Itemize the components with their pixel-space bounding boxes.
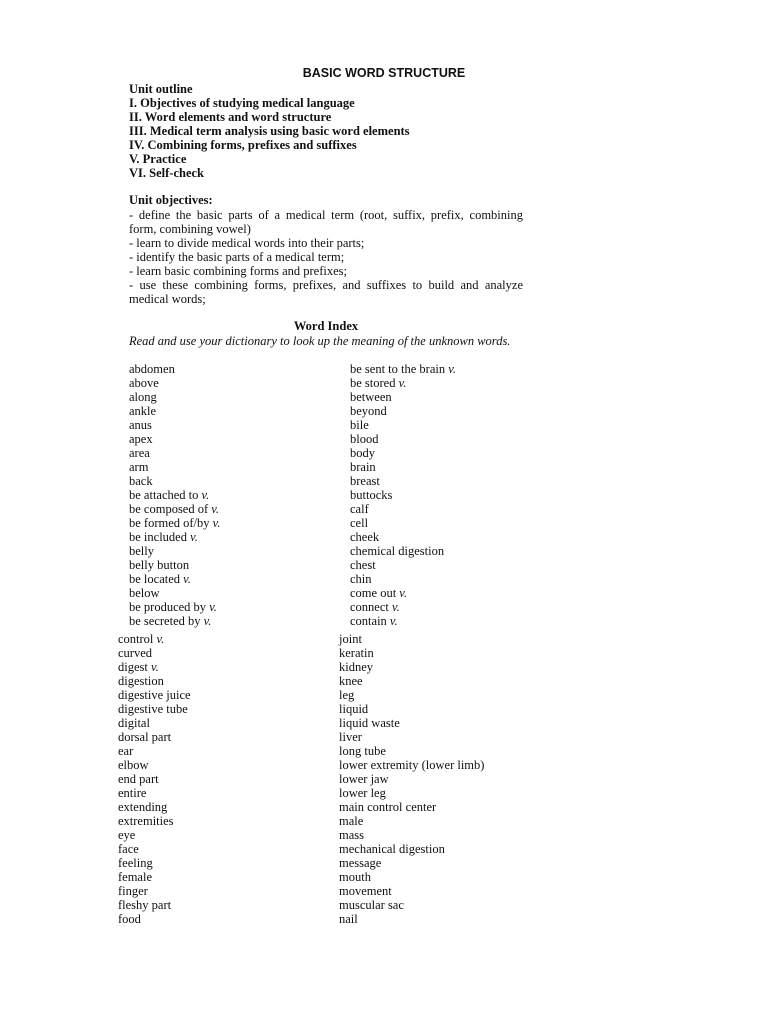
word-text: arm [129,460,149,474]
word-entry [129,404,220,418]
word-entry [339,898,484,912]
word-entry [339,842,484,856]
word-text: chin [350,572,372,586]
word-entry [118,786,191,800]
word-entry [350,530,456,544]
word-entry [350,446,456,460]
word-entry [350,390,456,404]
word-text: liquid waste [339,716,400,730]
part-of-speech-tag: v. [448,362,456,376]
word-text: come out [350,586,397,600]
word-entry [118,744,191,758]
word-entry [339,688,484,702]
word-text: kidney [339,660,374,674]
word-entry [118,688,191,702]
word-text: be secreted by [129,614,201,628]
word-text: be located [129,572,181,586]
word-text: ankle [129,404,157,418]
word-text: feeling [118,856,153,870]
word-column-4 [339,632,484,926]
unit-outline [129,82,410,180]
word-entry [118,674,191,688]
word-text: be produced by [129,600,207,614]
word-entry [129,418,220,432]
word-text: anus [129,418,152,432]
word-text: digest [118,660,148,674]
word-entry [339,660,484,674]
word-entry [129,544,220,558]
word-entry [339,772,484,786]
outline-heading: Unit outline [129,82,193,96]
word-text: apex [129,432,153,446]
word-text: curved [118,646,153,660]
word-entry [350,376,456,390]
outline-item: II. Word elements and word structure [129,110,332,124]
word-text: liquid [339,702,369,716]
word-text: face [118,842,139,856]
word-text: digestive juice [118,688,191,702]
objective-line: - define the basic parts of a medical term (root, suffix, prefix, combining [129,208,523,222]
word-text: extending [118,800,168,814]
word-text: knee [339,674,363,688]
word-index-title: Word Index [293,319,359,333]
word-entry [339,856,484,870]
word-text: cell [350,516,369,530]
word-entry [118,730,191,744]
word-index-instruction: Read and use your dictionary to look up the meaning of the unknown words. [129,334,511,348]
word-text: breast [350,474,380,488]
word-entry [350,586,456,600]
word-entry [350,460,456,474]
word-entry [118,758,191,772]
word-entry [339,884,484,898]
part-of-speech-tag: v. [183,572,191,586]
word-entry [339,702,484,716]
word-text: buttocks [350,488,393,502]
word-text: mouth [339,870,371,884]
word-text: chemical digestion [350,544,445,558]
objectives-list [129,208,523,306]
word-entry [118,814,191,828]
word-entry [339,632,484,646]
word-text: belly button [129,558,190,572]
word-text: elbow [118,758,149,772]
word-entry [339,730,484,744]
word-entry [118,912,191,926]
word-entry [129,614,220,628]
word-entry [118,772,191,786]
word-entry [350,362,456,376]
word-text: fleshy part [118,898,172,912]
word-entry [118,800,191,814]
word-text: brain [350,460,376,474]
word-text: main control center [339,800,437,814]
word-entry [129,376,220,390]
word-text: below [129,586,160,600]
word-entry [129,488,220,502]
word-entry [350,572,456,586]
word-entry [118,646,191,660]
part-of-speech-tag: v. [209,600,217,614]
word-entry [118,660,191,674]
word-text: liver [339,730,362,744]
word-entry [339,758,484,772]
word-entry [350,474,456,488]
word-entry [129,502,220,516]
word-text: ear [118,744,134,758]
word-text: end part [118,772,159,786]
word-entry [129,446,220,460]
word-text: finger [118,884,148,898]
word-text: calf [350,502,369,516]
word-text: be formed of/by [129,516,210,530]
word-text: connect [350,600,389,614]
word-text: entire [118,786,147,800]
word-text: joint [339,632,362,646]
word-entry [129,390,220,404]
word-entry [129,460,220,474]
word-text: beyond [350,404,387,418]
word-entry [129,530,220,544]
word-entry [339,870,484,884]
word-entry [118,842,191,856]
word-entry [118,632,191,646]
word-entry [350,404,456,418]
word-entry [339,646,484,660]
word-text: area [129,446,150,460]
word-text: body [350,446,375,460]
word-entry [339,814,484,828]
word-entry [118,828,191,842]
page-title: BASIC WORD STRUCTURE [302,66,466,80]
word-text: bile [350,418,369,432]
word-text: food [118,912,141,926]
objective-line: - learn to divide medical words into their parts; [129,236,365,250]
outline-item: VI. Self-check [129,166,204,180]
part-of-speech-tag: v. [212,516,221,530]
word-text: be composed of [129,502,209,516]
part-of-speech-tag: v. [203,614,212,628]
word-entry [350,600,456,614]
objective-line: medical words; [129,292,206,306]
word-text: along [129,390,157,404]
objective-line: - identify the basic parts of a medical term; [129,250,345,264]
word-entry [118,898,191,912]
word-entry [350,488,456,502]
word-text: blood [350,432,379,446]
word-text: be stored [350,376,396,390]
word-text: dorsal part [118,730,172,744]
word-text: eye [118,828,136,842]
word-entry [350,614,456,628]
word-column-1 [129,362,220,628]
word-text: movement [339,884,392,898]
part-of-speech-tag: v. [211,502,220,516]
word-text: between [350,390,392,404]
outline-item: III. Medical term analysis using basic word elements [129,124,410,138]
word-text: nail [339,912,358,926]
word-entry [129,362,220,376]
word-text: belly [129,544,154,558]
objective-line: - use these combining forms, prefixes, and suffixes to build and analyze [129,278,523,292]
word-text: be included [129,530,187,544]
word-text: male [339,814,364,828]
part-of-speech-tag: v. [392,600,400,614]
word-column-2 [350,362,456,628]
part-of-speech-tag: v. [389,614,398,628]
word-entry [350,516,456,530]
word-entry [350,418,456,432]
outline-item: IV. Combining forms, prefixes and suffixes [129,138,357,152]
word-text: control [118,632,154,646]
word-entry [339,912,484,926]
word-entry [129,474,220,488]
word-text: digestive tube [118,702,188,716]
word-text: extremities [118,814,174,828]
part-of-speech-tag: v. [201,488,210,502]
word-text: digestion [118,674,164,688]
word-entry [339,828,484,842]
word-entry [350,502,456,516]
word-entry [129,432,220,446]
word-entry [118,702,191,716]
word-text: chest [350,558,376,572]
word-text: lower extremity (lower limb) [339,758,485,772]
word-text: digital [118,716,150,730]
word-text: above [129,376,159,390]
word-entry [350,544,456,558]
word-entry [129,600,220,614]
word-entry [350,432,456,446]
part-of-speech-tag: v. [398,376,407,390]
word-text: muscular sac [339,898,404,912]
word-text: back [129,474,153,488]
outline-item: I. Objectives of studying medical language [129,96,355,110]
word-entry [129,558,220,572]
word-text: leg [339,688,355,702]
word-text: lower jaw [339,772,389,786]
word-text: cheek [350,530,380,544]
word-entry [129,586,220,600]
part-of-speech-tag: v. [150,660,159,674]
word-entry [118,884,191,898]
word-entry [350,558,456,572]
part-of-speech-tag: v. [190,530,198,544]
objective-line: - learn basic combining forms and prefixes; [129,264,347,278]
part-of-speech-tag: v. [156,632,165,646]
word-text: female [118,870,153,884]
word-text: lower leg [339,786,386,800]
word-text: contain [350,614,387,628]
word-entry [118,870,191,884]
word-entry [129,516,220,530]
word-text: mass [339,828,364,842]
word-entry [339,786,484,800]
word-entry [129,572,220,586]
word-entry [339,674,484,688]
word-entry [118,856,191,870]
outline-item: V. Practice [129,152,187,166]
word-text: be sent to the brain [350,362,446,376]
word-entry [339,744,484,758]
word-entry [339,716,484,730]
word-text: be attached to [129,488,199,502]
word-column-3 [118,632,191,926]
word-entry [118,716,191,730]
word-text: keratin [339,646,374,660]
word-text: long tube [339,744,386,758]
word-text: abdomen [129,362,175,376]
objective-line: form, combining vowel) [129,222,251,236]
part-of-speech-tag: v. [399,586,408,600]
word-entry [339,800,484,814]
objectives-heading: Unit objectives: [129,193,213,207]
word-text: mechanical digestion [339,842,445,856]
word-text: message [339,856,382,870]
